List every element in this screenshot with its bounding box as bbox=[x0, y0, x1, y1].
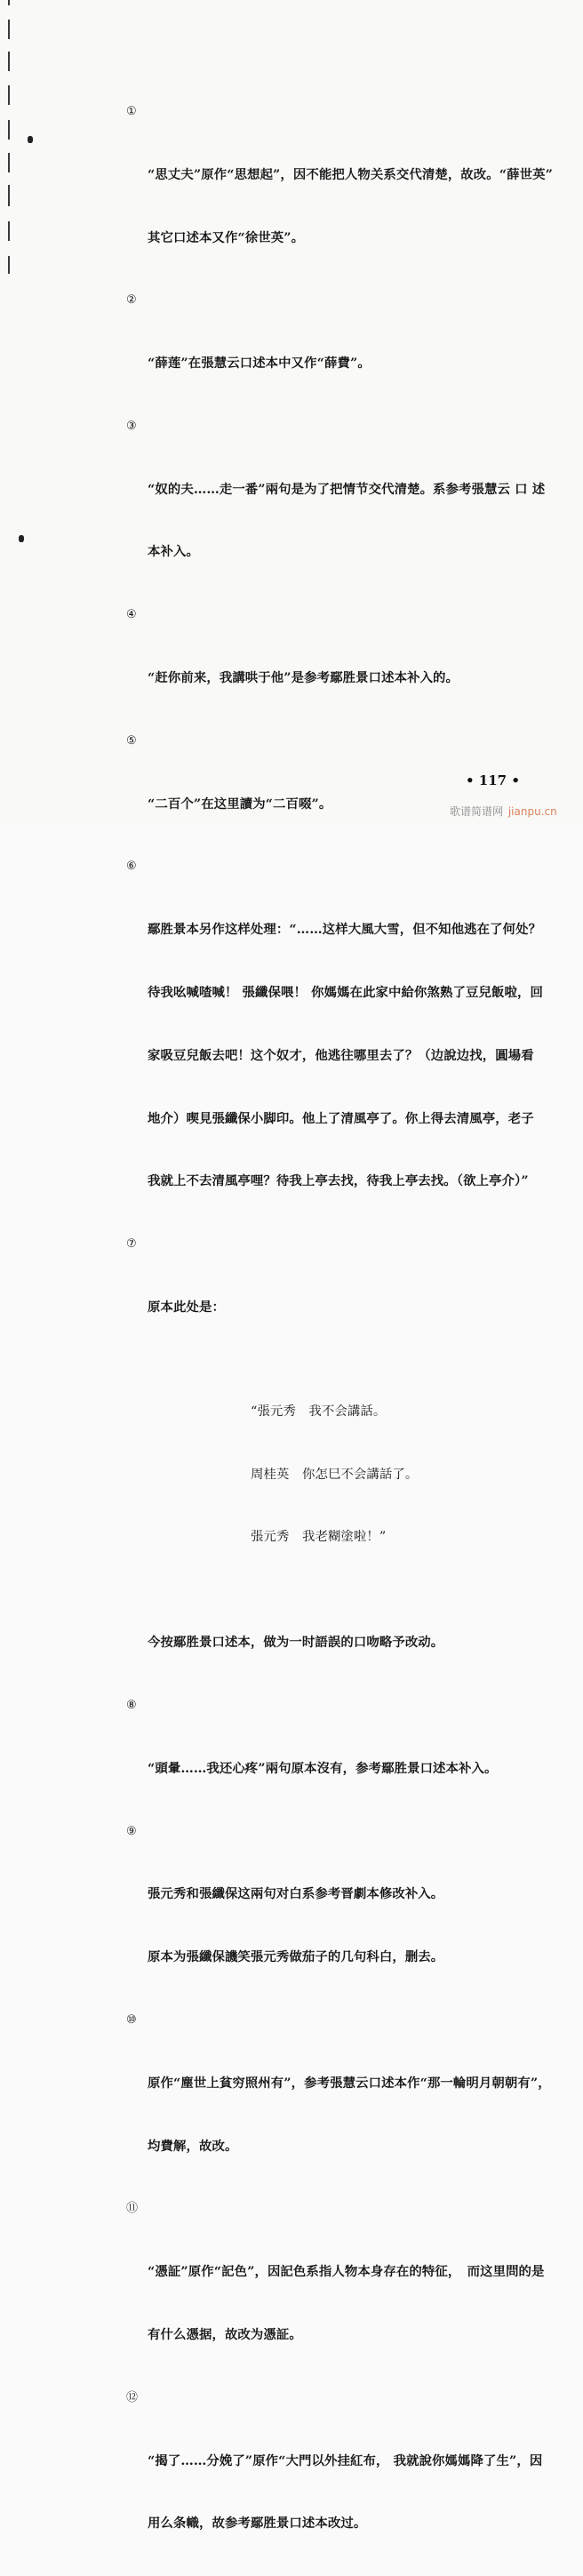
note-text: 鄢胜景本另作这样处理：“……这样大風大雪，但不知他逃在了何处？ bbox=[148, 922, 542, 938]
binding-mark bbox=[8, 221, 10, 241]
note-number: ⑩ bbox=[126, 2013, 137, 2028]
binding-mark bbox=[8, 52, 10, 71]
note-number: ⑧ bbox=[126, 1699, 137, 1713]
watermark bbox=[450, 804, 557, 819]
note-text: 有什么憑据，故改为憑証。 bbox=[148, 2326, 302, 2342]
note-text: 本补入。 bbox=[148, 544, 199, 560]
endnote-4 bbox=[126, 604, 562, 731]
note-text: 張元秀和張纖保这兩句对白系参考晋劇本修改补入。 bbox=[148, 1886, 444, 1902]
note-number: ② bbox=[126, 293, 137, 308]
note-text: 原本此处是： bbox=[148, 1299, 225, 1315]
endnote-10 bbox=[126, 2010, 562, 2198]
note-text: “二百个”在这里讀为“二百啜”。 bbox=[148, 796, 332, 812]
endnote-7 bbox=[126, 1234, 562, 1695]
note-text: “薛莲”在張慧云口述本中又作“薛費”。 bbox=[148, 356, 371, 372]
endnote-3 bbox=[126, 416, 562, 604]
note-text: 其它口述本又作“徐世英”。 bbox=[148, 229, 305, 245]
note-number: ④ bbox=[126, 608, 137, 622]
note-number: ⑥ bbox=[126, 860, 137, 874]
endnote-9 bbox=[126, 1821, 562, 2010]
binding-mark bbox=[8, 120, 10, 140]
note-text: 家吸豆兒飯去吧！这个奴才，他逃往哪里去了？（边說边找，圓場看 bbox=[148, 1047, 534, 1063]
binding-mark bbox=[8, 185, 10, 206]
watermark-cn: 歌谱简谱网 bbox=[450, 805, 504, 818]
note-number: ① bbox=[126, 105, 137, 118]
endnote-12 bbox=[126, 2388, 562, 2576]
dialogue-quote bbox=[148, 1360, 562, 1591]
note-text: “奴的夫……走一番”兩句是为了把情节交代清楚。系参考張慧云 口 述 bbox=[148, 481, 546, 497]
page-number: • 117 • bbox=[466, 772, 520, 788]
endnote-8 bbox=[126, 1695, 562, 1821]
endnote-5 bbox=[126, 731, 562, 857]
binding-mark bbox=[8, 85, 10, 105]
note-text: 原本为張纖保譏笑張元秀做茄子的几句科白，删去。 bbox=[148, 1949, 444, 1965]
note-text: “憑証”原作“記色”，因記色系指人物本身存在的特征， 而这里問的是 bbox=[148, 2264, 545, 2280]
hole-punch-mark bbox=[28, 136, 33, 143]
binding-mark bbox=[8, 256, 10, 274]
note-text: “思丈夫”原作“思想起”，因不能把人物关系交代清楚，故改。“薛世英” bbox=[148, 166, 554, 182]
hole-punch-mark bbox=[19, 535, 24, 542]
note-number: ⑫ bbox=[126, 2390, 139, 2404]
endnote-2 bbox=[126, 290, 562, 416]
note-text: “頭暈……我还心疼”兩句原本沒有，参考鄢胜景口述本补入。 bbox=[148, 1760, 498, 1776]
note-text: 我就上不去清風亭哩？待我上亭去找，待我上亭去找。（欲上亭介）” bbox=[148, 1173, 529, 1189]
endnote-6 bbox=[126, 856, 562, 1234]
note-number: ⑦ bbox=[126, 1237, 137, 1252]
endnotes-list bbox=[126, 101, 562, 2576]
binding-mark bbox=[8, 0, 10, 5]
note-text: 待我吆喊喳喊！ 張纖保喂！ 你媽媽在此家中給你煞熟了豆兒飯啦，回 bbox=[148, 984, 543, 1000]
binding-mark bbox=[8, 153, 10, 172]
endnote-1 bbox=[126, 101, 562, 290]
note-text: 用么条幟，故参考鄢胜景口述本改过。 bbox=[148, 2516, 367, 2532]
dialogue-line: 周桂英 你怎巳不会講話了。 bbox=[251, 1467, 419, 1482]
note-text: 原作“塵世上貧穷照州有”，参考張慧云口述本作“那一輪明月朝朝有”， bbox=[148, 2075, 551, 2091]
watermark-site: jianpu.cn bbox=[507, 805, 557, 818]
note-number: ⑪ bbox=[126, 2202, 139, 2216]
note-text: “赶你前来，我講哄于他”是参考鄢胜景口述本补入的。 bbox=[148, 670, 459, 686]
endnote-11 bbox=[126, 2198, 562, 2387]
note-number: ③ bbox=[126, 419, 137, 433]
note-number: ⑨ bbox=[126, 1824, 137, 1838]
note-text: “揭了……分娩了”原作“大門以外挂紅布， 我就說你媽媽降了生”，因 bbox=[148, 2452, 543, 2468]
note-text: 地介）喫見張纖保小脚印。他上了清風亭了。你上得去清風亭，老子 bbox=[148, 1110, 534, 1126]
note-text: 均費解，故改。 bbox=[148, 2138, 238, 2154]
note-text: 今按鄢胜景口述本，做为一时語誤的口吻略予改动。 bbox=[148, 1635, 444, 1651]
binding-mark bbox=[8, 20, 10, 39]
dialogue-line: 張元秀 我老糊塗啦！” bbox=[251, 1530, 387, 1545]
note-number: ⑤ bbox=[126, 733, 137, 748]
dialogue-line: “張元秀 我不会講話。 bbox=[251, 1404, 387, 1419]
